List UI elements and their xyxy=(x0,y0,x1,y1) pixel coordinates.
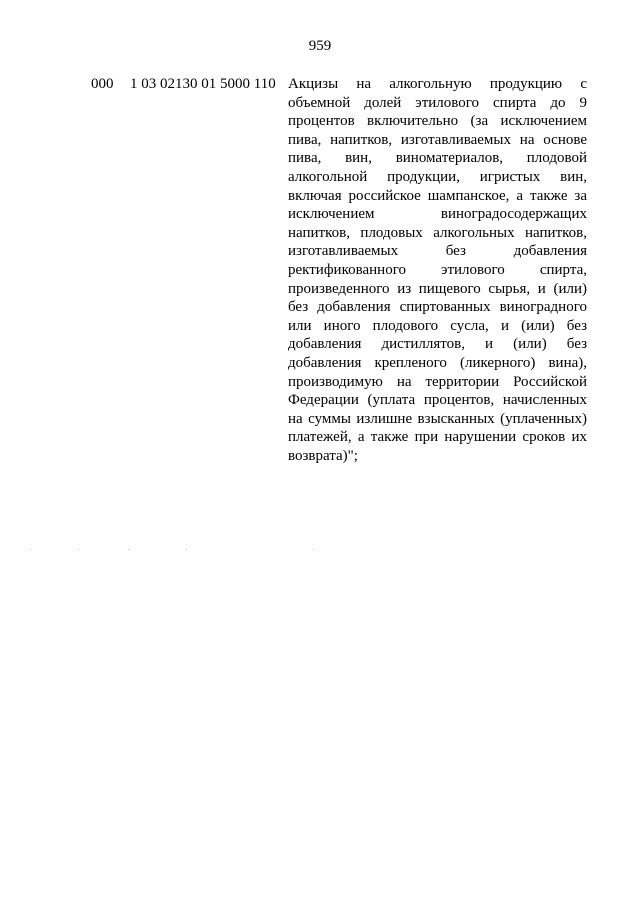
scan-speck xyxy=(128,549,129,550)
budget-classification-code: 1 03 02130 01 5000 110 xyxy=(130,76,276,92)
scan-speck xyxy=(313,549,314,550)
administrator-code: 000 xyxy=(91,76,114,92)
budget-classification-entry xyxy=(0,75,640,464)
page-number: 959 xyxy=(308,38,332,54)
scan-speck xyxy=(186,549,187,550)
entry-description: Акцизы на алкогольную продукцию с объемной долей этилового спирта до 9 процентов включительно (за исключением пива, напитков, изготавливаемых на основе пива, вин, виноматериалов, плодовой алкогольной продукции, игристых вин, включая российское шампанское, а также за исключением виноградосодержащих напитков, плодовых алкогольных напитков, изготавливаемых без добавления ректификованного этилового спирта, произведенного из пищевого сырья, и (или) без добавления спиртованных виноградного или иного плодового сусла, и (или) без добавления дистиллятов, и (или) без добавления крепленого (ликерного) вина), производимую на территории Российской Федерации (уплата процентов, начисленных на суммы излишне взысканных (уплаченных) платежей, а также при нарушении сроков их возврата)"; xyxy=(288,76,587,464)
scan-speck xyxy=(30,549,31,550)
scan-speck xyxy=(78,549,79,550)
